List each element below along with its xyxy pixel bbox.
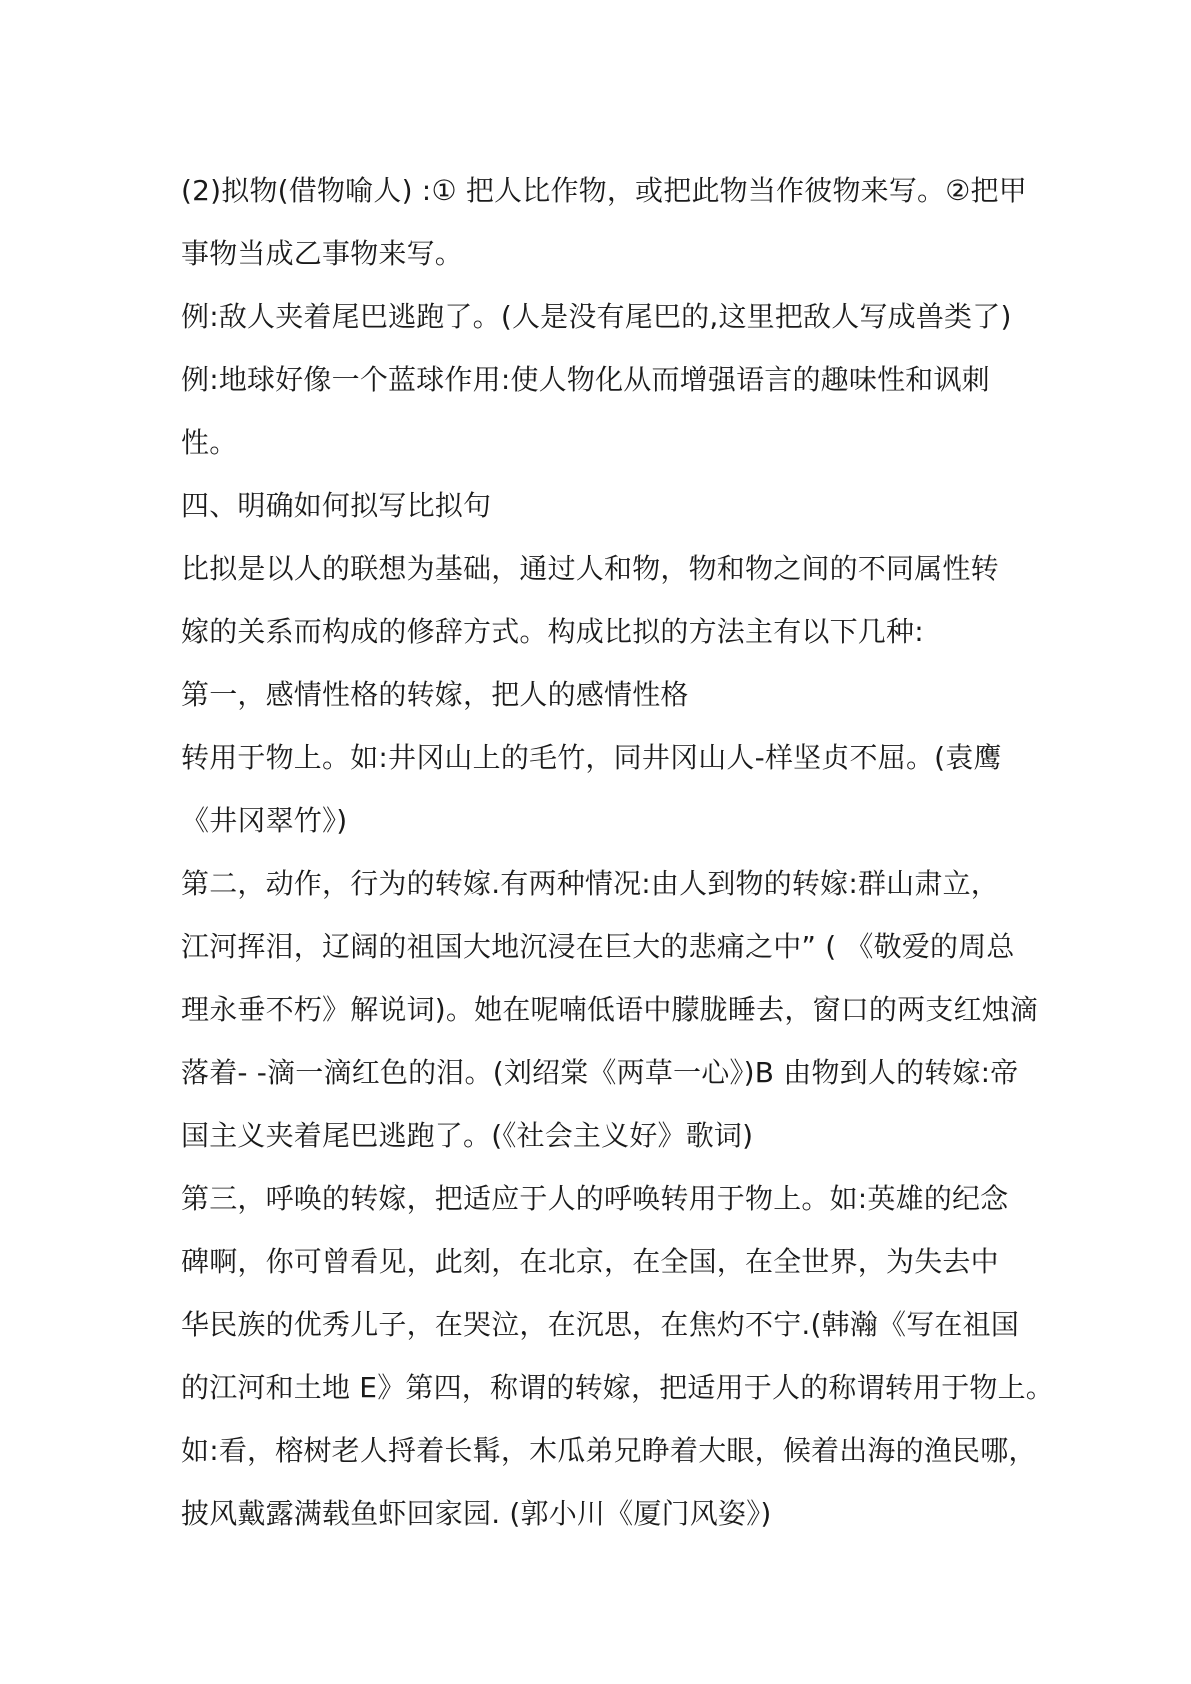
text-line: (2)拟物(借物喻人) :① 把人比作物，或把此物当作彼物来写。②把甲: [181, 174, 1027, 207]
text-line: 例:敌人夹着尾巴逃跑了。(人是没有尾巴的,这里把敌人写成兽类了): [181, 300, 1012, 333]
text-line: 披风戴露满载鱼虾回家园. (郭小川《厦门风姿》): [181, 1497, 772, 1530]
text-line: 例:地球好像一个蓝球作用:使人物化从而增强语言的趣味性和讽刺: [181, 363, 990, 396]
text-line: 转用于物上。如:井冈山上的毛竹，同井冈山人-样坚贞不屈。(袁鹰: [181, 741, 1002, 774]
text-line: 的江河和土地 E》第四，称谓的转嫁，把适用于人的称谓转用于物上。: [181, 1371, 1054, 1404]
section-heading: 四、明确如何拟写比拟句: [181, 489, 492, 522]
text-line: 碑啊，你可曾看见，此刻，在北京，在全国，在全世界，为失去中: [181, 1245, 999, 1278]
text-line: 性。: [181, 426, 238, 459]
text-line: 比拟是以人的联想为基础，通过人和物，物和物之间的不同属性转: [181, 552, 999, 585]
text-line: 第一，感情性格的转嫁，把人的感情性格: [181, 678, 689, 711]
text-line: 如:看，榕树老人捋着长髯，木瓜弟兄睁着大眼，候着出海的渔民哪，: [181, 1434, 1037, 1467]
text-line: 嫁的关系而构成的修辞方式。构成比拟的方法主有以下几种:: [181, 615, 924, 648]
text-line: 国主义夹着尾巴逃跑了。(《社会主义好》歌词): [181, 1119, 754, 1152]
text-line: 第三，呼唤的转嫁，把适应于人的呼唤转用于物上。如:英雄的纪念: [181, 1182, 1009, 1215]
text-line: 江河挥泪，辽阔的祖国大地沉浸在巨大的悲痛之中” ( 《敬爱的周总: [181, 930, 1015, 963]
text-line: 落着- -滴一滴红色的泪。(刘绍棠《两草一心》)B 由物到人的转嫁:帝: [181, 1056, 1019, 1089]
text-line: 理永垂不朽》解说词)。她在呢喃低语中朦胧睡去，窗口的两支红烛滴: [181, 993, 1039, 1026]
document-body: [181, 159, 1061, 1545]
text-line: 第二，动作，行为的转嫁.有两种情况:由人到物的转嫁:群山肃立，: [181, 867, 999, 900]
text-line: 《井冈翠竹》): [181, 804, 348, 837]
text-line: 事物当成乙事物来写。: [181, 237, 464, 270]
text-line: 华民族的优秀儿子，在哭泣，在沉思，在焦灼不宁.(韩瀚《写在祖国: [181, 1308, 1020, 1341]
